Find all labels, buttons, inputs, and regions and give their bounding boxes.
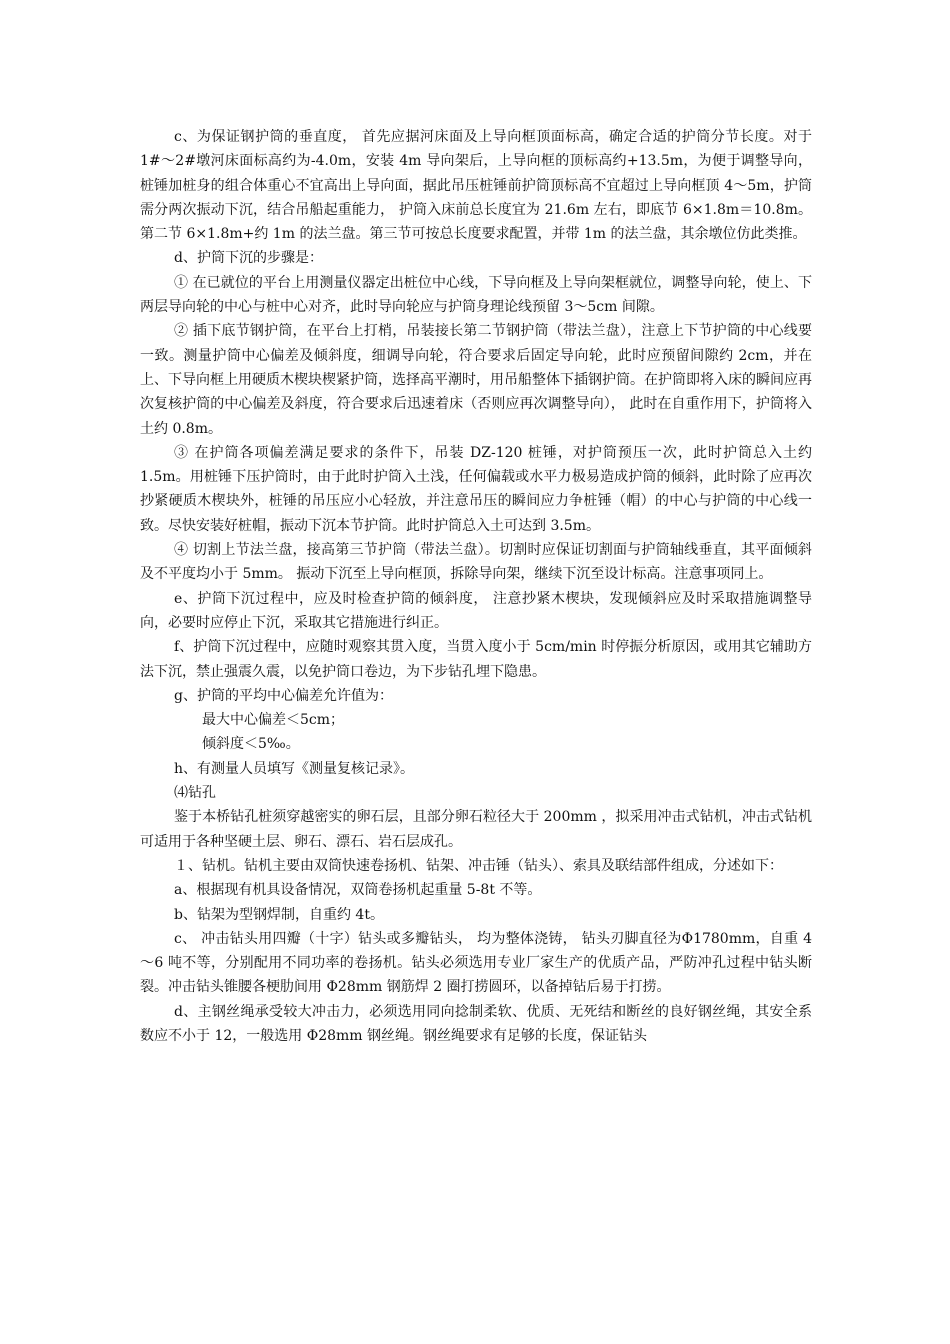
paragraph-drilling-intro: 鉴于本桥钻孔桩须穿越密实的卵石层，且部分卵石粒径大于 200mm ，拟采用冲击式钻机，冲击式钻机可适用于各种坚硬土层、卵石、漂石、岩石层成孔。 — [140, 809, 812, 850]
paragraph-step-4: ④ 切割上节法兰盘，接高第三节护筒（带法兰盘）。切割时应保证切割面与护筒轴线垂直，其平面倾斜及不平度均小于 5mm。 振动下沉至上导向框顶，拆除导向架，继续下沉至设计标高。注意事项同上。 — [140, 542, 812, 583]
paragraph-d-sinking-steps: d、护筒下沉的步骤是： — [174, 250, 323, 267]
paragraph-step-2: ② 插下底节钢护筒，在平台上打梢，吊装接长第二节钢护筒（带法兰盘），注意上下节护筒的中心线要一致。测量护筒中心偏差及倾斜度，细调导向轮，符合要求后固定导向轮，此时应预留间隙约 2cm，并在上、下导向框上用硬质木楔块楔紧护筒，选择高平潮时，用吊船整体下插钢护筒。在护筒即将入床的瞬间应再次复核护筒的中心偏差及斜度，符合要求后迅速着床（否则应再次调整导向）， 此时在自重作用下，护筒将入土约 0.8m。 — [140, 323, 812, 437]
paragraph-f-penetration: f、护筒下沉过程中，应随时观察其贯入度，当贯入度小于 5cm/min 时停振分析原因，或用其它辅助方法下沉，禁止强震久震，以免护筒口卷边，为下步钻孔埋下隐患。 — [140, 639, 812, 680]
paragraph-1-drilling-rig: １、钻机。钻机主要由双筒快速卷扬机、钻架、冲击锤（钻头）、索具及联结部件组成，分述如下： — [174, 857, 783, 874]
paragraph-a-winch: a、根据现有机具设备情况，双筒卷扬机起重量 5-8t 不等。 — [174, 882, 542, 899]
tolerance-max-center-deviation: 最大中心偏差＜5cm； — [202, 712, 345, 729]
paragraph-g-tolerance: g、护筒的平均中心偏差允许值为： — [174, 687, 393, 704]
section-heading-drilling: ⑷钻孔 — [174, 785, 216, 802]
paragraph-c-drill-bit: c、 冲击钻头用四瓣（十字）钻头或多瓣钻头， 均为整体浇铸， 钻头刃脚直径为Φ1780mm，自重 4～6 吨不等，分别配用不同功率的卷扬机。钻头必须选用专业厂家生产的优质产品，严防冲孔过程中钻头断裂。冲击钻头锥腰各梗肋间用 Φ28mm 钢筋焊 2 圈打捞圆环，以备掉钻后易于打捞。 — [140, 930, 812, 996]
paragraph-e-inclination: e、护筒下沉过程中，应及时检查护筒的倾斜度， 注意抄紧木楔块，发现倾斜应及时采取措施调整导向，必要时应停止下沉，采取其它措施进行纠正。 — [140, 590, 812, 631]
tolerance-inclination: 倾斜度＜5‰。 — [202, 736, 300, 753]
paragraph-step-3: ③ 在护筒各项偏差满足要求的条件下，吊装 DZ-120 桩锤，对护筒预压一次，此时护筒总入土约 1.5m。用桩锤下压护筒时，由于此时护筒入土浅，任何偏载或水平力极易造成护筒的倾斜，此时除了应再次抄紧硬质木楔块外，桩锤的吊压应小心轻放，并注意吊压的瞬间应力争桩锤（帽）的中心与护筒的中心线一致。尽快安装好桩帽，振动下沉本节护筒。此时护筒总入土可达到 3.5m。 — [140, 444, 812, 534]
document-body — [140, 125, 812, 1048]
paragraph-b-drill-frame: b、钻架为型钢焊制，自重约 4t。 — [174, 906, 384, 923]
paragraph-d-wire-rope: d、主钢丝绳承受较大冲击力，必须选用同向捻制柔软、优质、无死结和断丝的良好钢丝绳，其安全系数应不小于 12，一般选用 Φ28mm 钢丝绳。钢丝绳要求有足够的长度，保证钻头 — [140, 1003, 812, 1044]
paragraph-c-casing-length: c、为保证钢护筒的垂直度， 首先应据河床面及上导向框顶面标高，确定合适的护筒分节长度。对于 1#～2#墩河床面标高约为-4.0m，安装 4m 导向架后，上导向框的顶标高约+13.5m，为便于调整导向，桩锤加桩身的组合体重心不宜高出上导向面，据此吊压桩锤前护筒顶标高不宜超过上导向框顶 4～5m，护筒需分两次振动下沉，结合吊船起重能力， 护筒入床前总长度宜为 21.6m 左右，即底节 6×1.8m＝10.8m。第二节 6×1.8m+约 1m 的法兰盘。第三节可按总长度要求配置，并带 1m 的法兰盘，其余墩位仿此类推。 — [140, 129, 812, 243]
paragraph-step-1: ① 在已就位的平台上用测量仪器定出桩位中心线，下导向框及上导向架框就位，调整导向轮，使上、下两层导向轮的中心与桩中心对齐，此时导向轮应与护筒身理论线预留 3～5cm 间隙。 — [140, 274, 812, 316]
paragraph-h-survey-record: h、有测量人员填写《测量复核记录》。 — [174, 760, 415, 777]
